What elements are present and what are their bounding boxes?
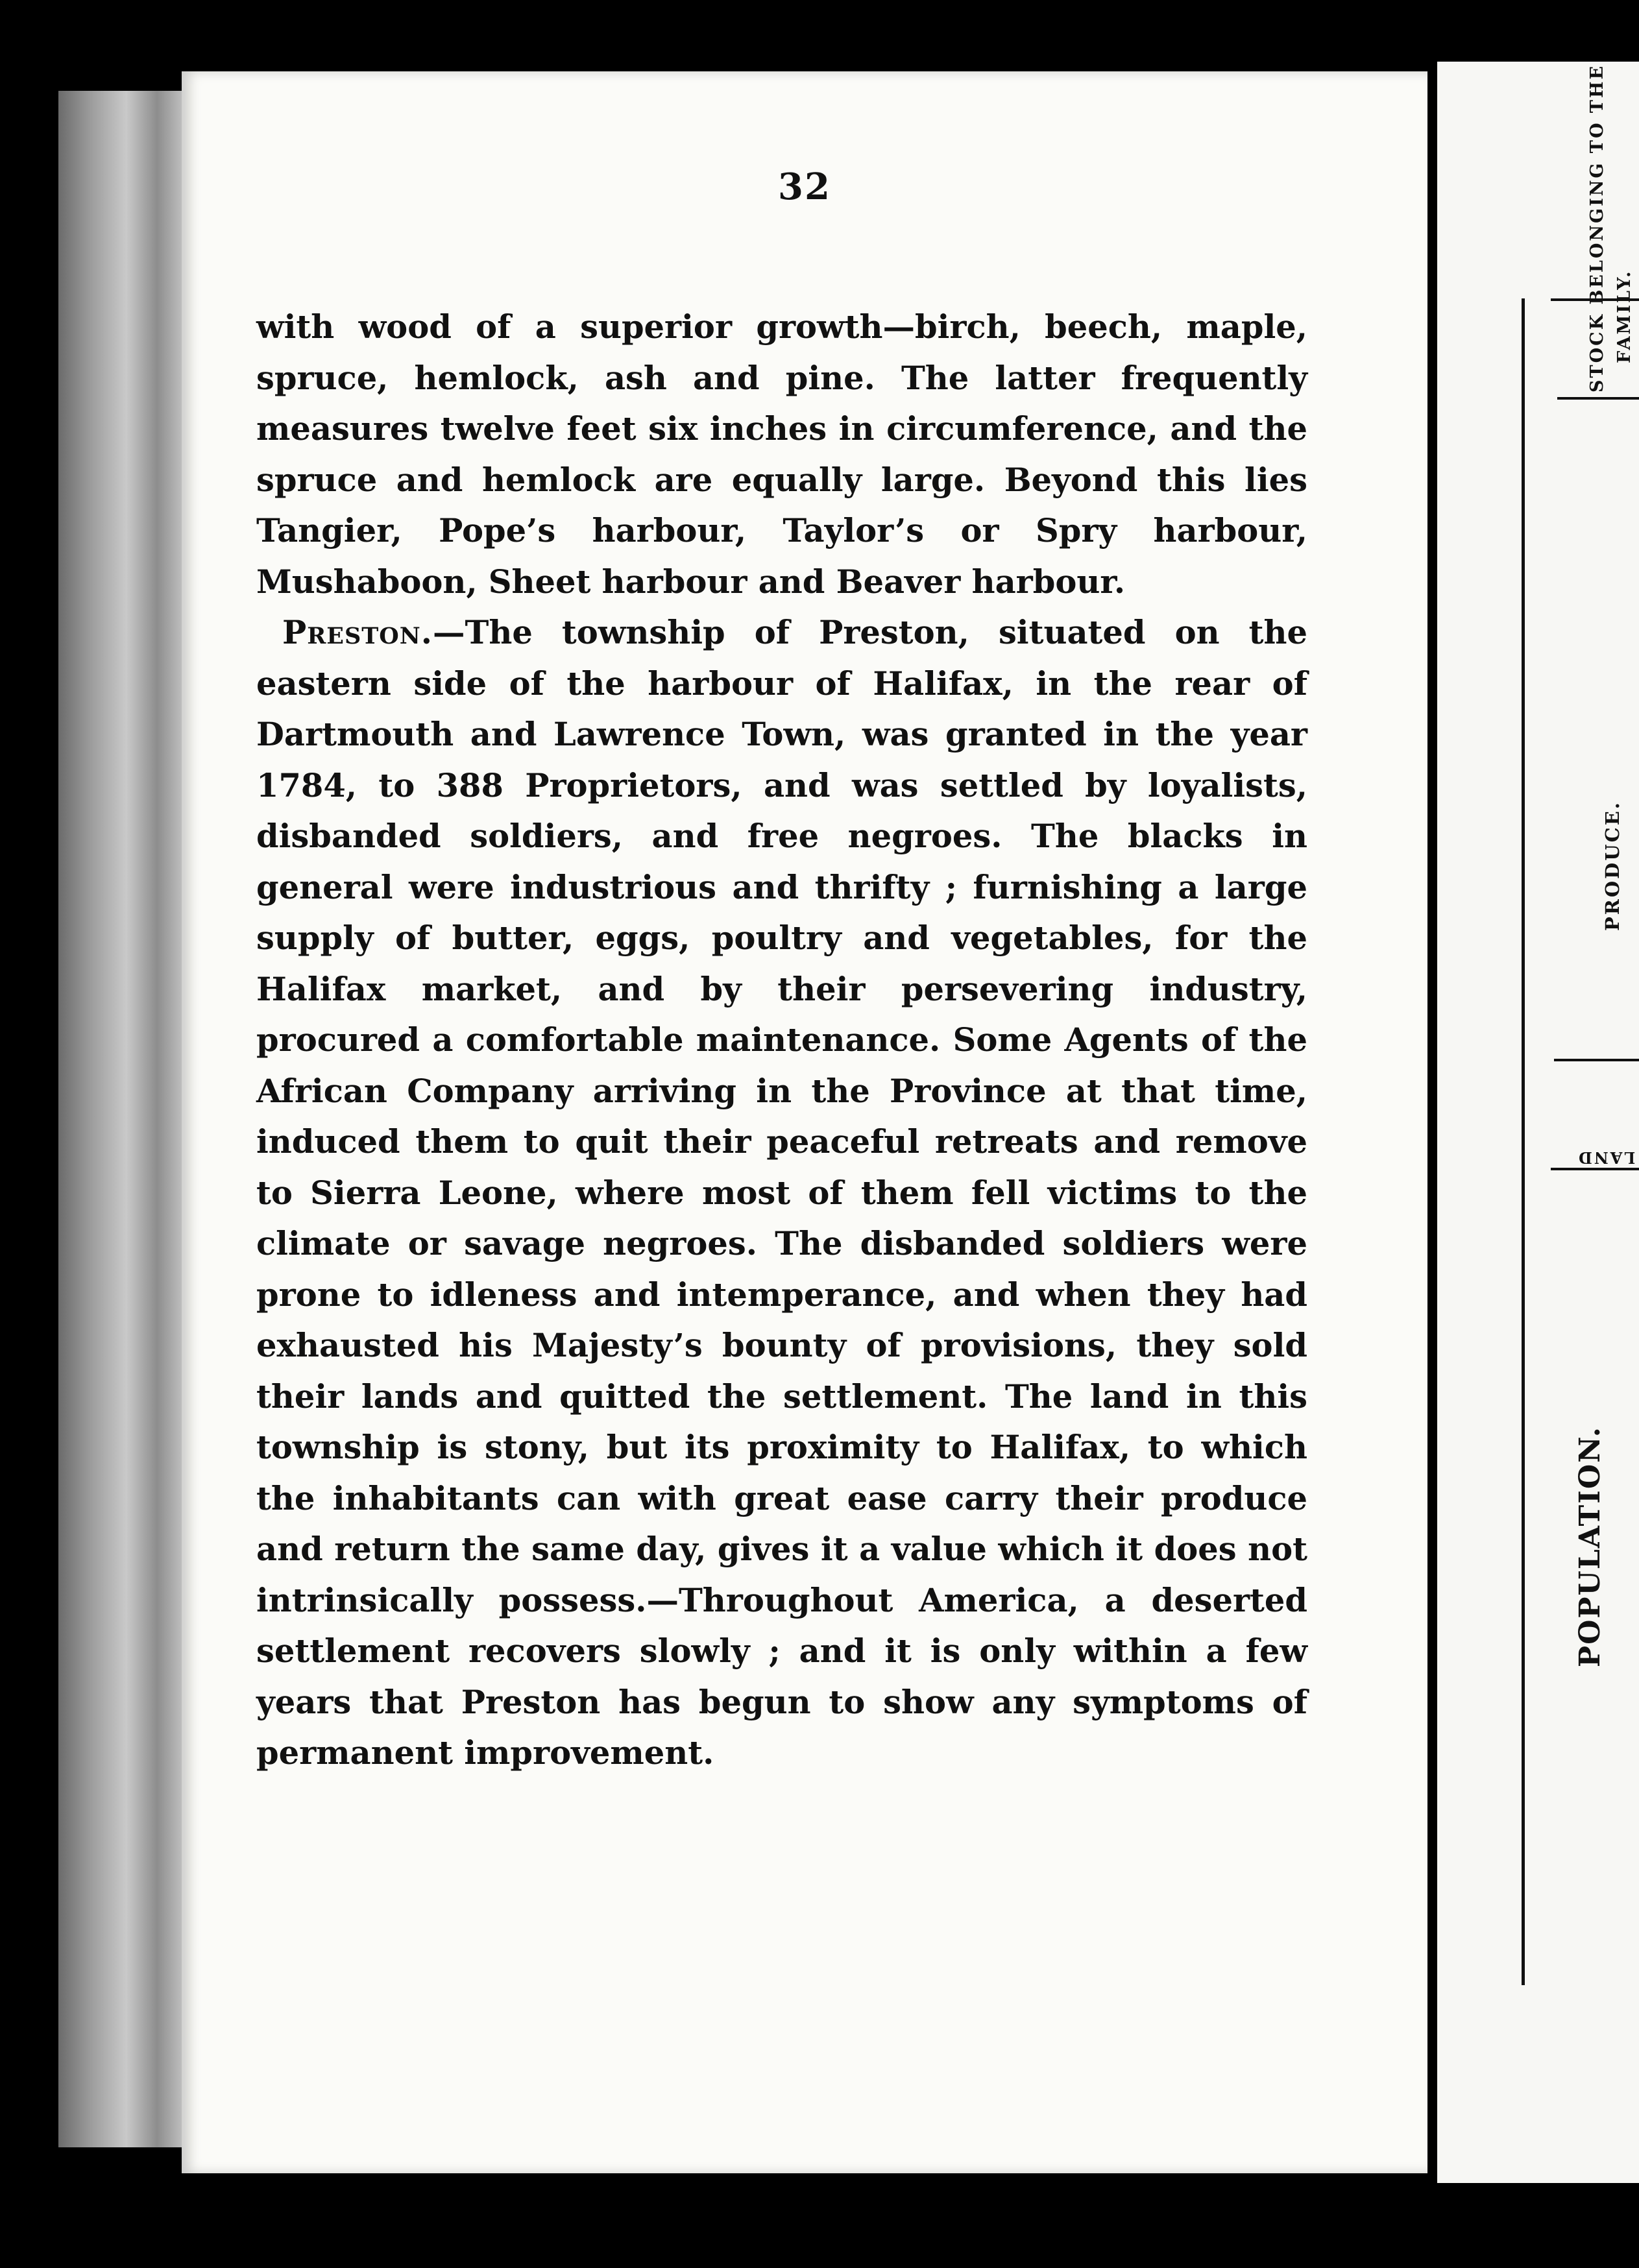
heading-produce: PRODUCE. (1601, 801, 1623, 931)
book-page-edges (58, 91, 182, 2147)
page-number: 32 (778, 165, 831, 208)
paragraph-1 (256, 302, 1307, 607)
body-text (256, 302, 1307, 1779)
table-vertical-rule (1522, 298, 1525, 1985)
paragraph-1-text: with wood of a superior growth—birch, beech, maple, spruce, hemlock, ash and pine. The latter frequently measures twelve feet six inches in circumference, and the spruce and hemlock are equally large. Beyond this lies Tangier, Pope’s harbour, Taylor’s or Spry harbour, Mushaboon, Sheet harbour and Beaver harbour. (256, 308, 1307, 601)
heading-family: FAMILY. (1614, 269, 1634, 363)
heading-land-fragment: LAND (1577, 1148, 1636, 1167)
facing-page (1437, 62, 1639, 2183)
paragraph-2-heading: Preston. (282, 614, 433, 651)
paragraph-2 (256, 607, 1307, 1779)
paragraph-2-text: —The township of Preston, situated on the eastern side of the harbour of Halifax, in the rear of Dartmouth and Lawrence Town, was granted in the year 1784, to 388 Proprietors, and was settled by loyalists, disbanded soldiers, and free negroes. The blacks in general were industrious and thrifty ; furnishing a large supply of butter, eggs, poultry and vegetables, for the Halifax market, and by their persevering industry, procured a comfortable maintenance. Some Agents of the African Company arriving in the Province at that time, induced them to quit their peaceful retreats and remove to Sierra Leone, where most of them fell victims to the climate or savage negroes. The disbanded soldiers were prone to idleness and intemperance, and when they had exhausted his Majesty’s bounty of provisions, they sold their lands and quitted the settlement. The land in this township is stony, but its proximity to Halifax, to which the inhabitants can with great ease carry their produce and return the same day, gives it a value which it does not intrinsically possess.—Throughout America, a deserted settlement recovers slowly ; and it is only within a few years that Preston has begun to show any symptoms of permanent improvement. (256, 614, 1307, 1772)
heading-population: POPULATION. (1573, 1426, 1607, 1667)
table-rule-stock (1557, 397, 1639, 400)
heading-stock: STOCK BELONGING TO THE (1587, 64, 1607, 392)
table-rule-land (1551, 1168, 1639, 1170)
table-rule-produce (1554, 1059, 1639, 1061)
